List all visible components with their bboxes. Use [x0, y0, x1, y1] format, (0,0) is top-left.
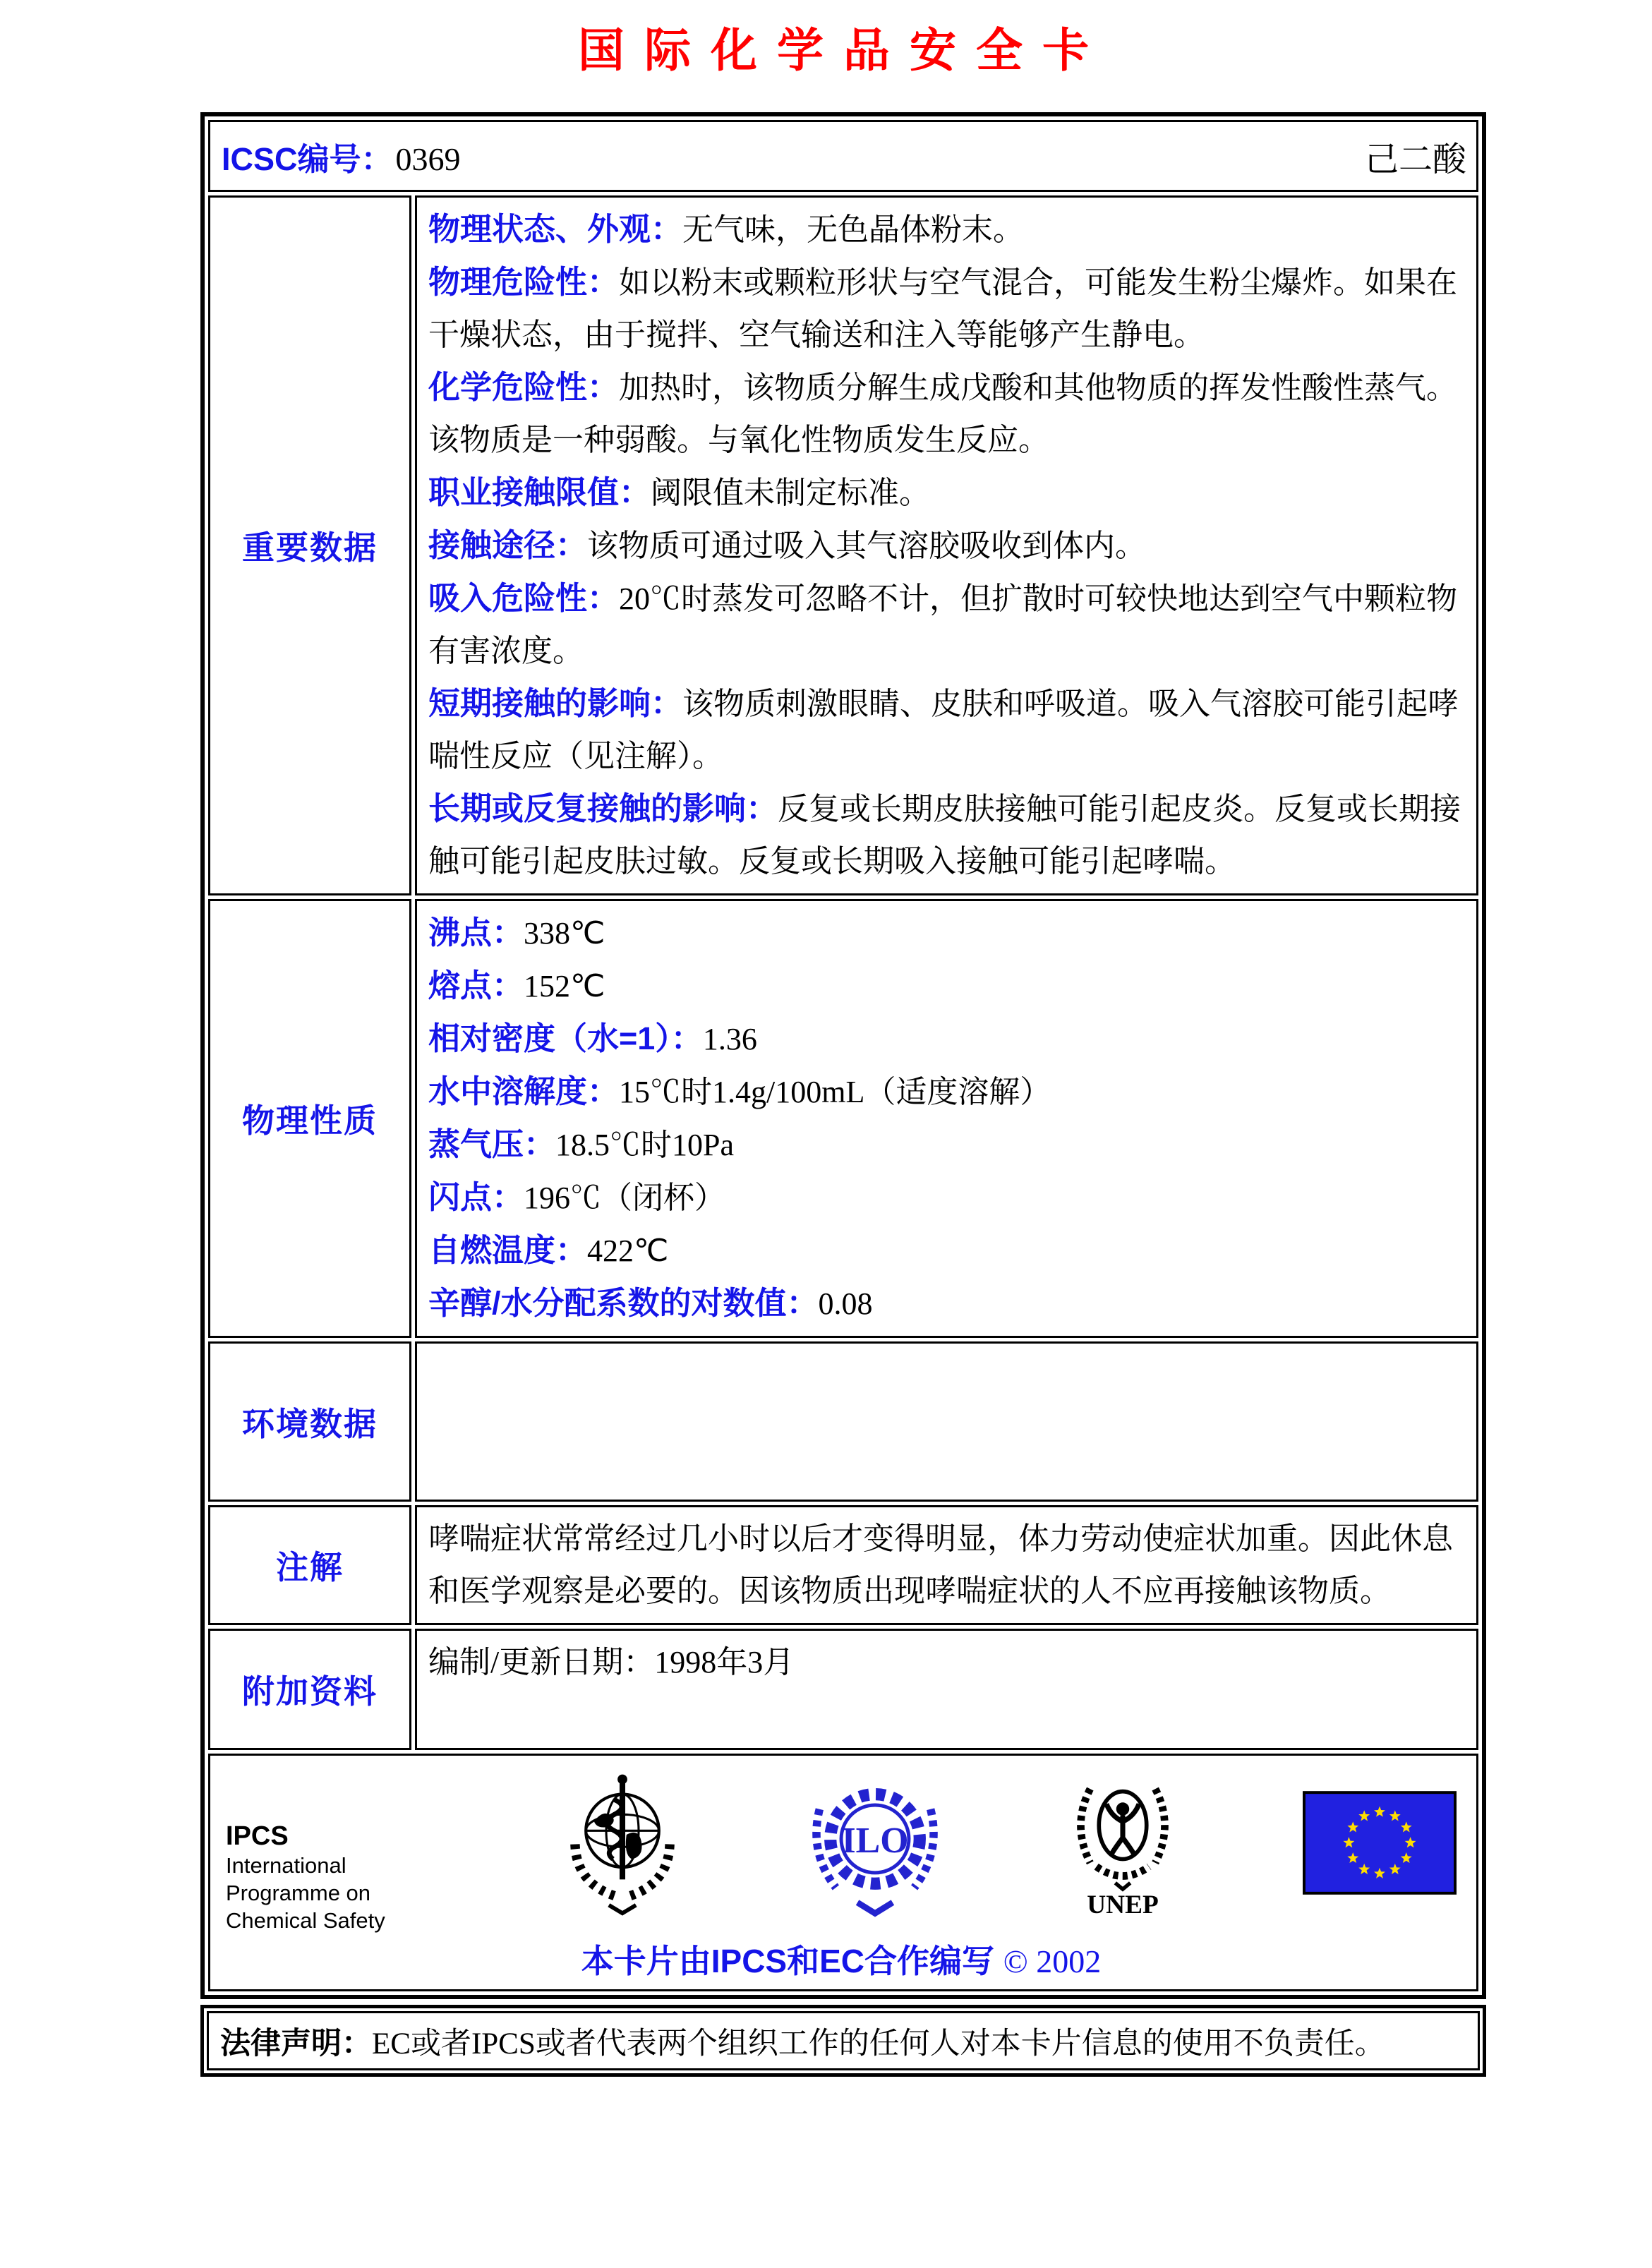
- field-inhalation-risk: 吸入危险性：20℃时蒸发可忽略不计，但扩散时可较快地达到空气中颗粒物有害浓度。: [428, 580, 1458, 669]
- who-logo-icon: [555, 1771, 690, 1917]
- additional-info-label: 附加资料: [208, 1629, 411, 1750]
- field-long-term-effects: 长期或反复接触的影响：反复或长期皮肤接触可能引起皮炎。反复或长期接触可能引起皮肤过敏。反复或长期吸入接触可能引起哮喘。: [428, 790, 1461, 879]
- field-short-term-effects: 短期接触的影响：该物质刺激眼睛、皮肤和呼吸道。吸入气溶胶可能引起哮喘性反应（见注解）。: [428, 685, 1459, 774]
- ipcs-text-block: IPCS International Programme on Chemical Safety: [226, 1821, 438, 1934]
- notes-content: 哮喘症状常常经过几小时以后才变得明显，体力劳动使症状加重。因此休息和医学观察是必要的。因该物质出现哮喘症状的人不应再接触该物质。: [415, 1505, 1478, 1625]
- unep-logo-icon: [1060, 1773, 1186, 1918]
- environmental-data-content: [415, 1341, 1478, 1502]
- footer-row: [208, 1754, 1478, 1991]
- ilo-logo-icon: [807, 1771, 943, 1920]
- copyright: © 2002: [1003, 1943, 1102, 1980]
- environmental-data-label: 环境数据: [208, 1341, 411, 1502]
- field-boiling-point: 沸点：338℃: [428, 915, 605, 951]
- additional-info-content: 编制/更新日期：1998年3月: [415, 1629, 1478, 1750]
- icsc-number-value: 0369: [395, 140, 461, 177]
- important-data-content: [415, 195, 1478, 895]
- field-physical-dangers: 物理危险性：如以粉末或颗粒形状与空气混合，可能发生粉尘爆炸。如果在干燥状态，由于搅拌、空气输送和注入等能够产生静电。: [428, 264, 1458, 353]
- header-row: [208, 120, 1478, 192]
- environmental-data-row: [208, 1341, 1478, 1502]
- legal-notice-table: [200, 2005, 1486, 2077]
- field-physical-state: 物理状态、外观：无气味，无色晶体粉末。: [428, 211, 1025, 248]
- legal-notice-label: 法律声明：: [220, 2026, 372, 2061]
- physical-properties-row: [208, 899, 1478, 1338]
- field-chemical-dangers: 化学危险性：加热时，该物质分解生成戊酸和其他物质的挥发性酸性蒸气。该物质是一种弱酸。与氧化性物质发生反应。: [428, 369, 1458, 458]
- page-title: 国际化学品安全卡: [578, 25, 1109, 77]
- notes-label: 注解: [208, 1505, 411, 1625]
- important-data-label: 重要数据: [208, 195, 411, 895]
- legal-notice-row: [207, 2011, 1480, 2070]
- field-relative-density: 相对密度（水=1）：1.36: [428, 1020, 757, 1057]
- cooperation-note: 本卡片由IPCS和EC合作编写 © 2002: [581, 1943, 1102, 1980]
- physical-properties-content: [415, 899, 1478, 1338]
- ilo-logo-text: ILO: [841, 1821, 909, 1862]
- unep-logo-text: UNEP: [1087, 1890, 1159, 1919]
- field-autoignition-temperature: 自燃温度：422℃: [428, 1232, 669, 1269]
- eu-flag-icon: [1303, 1791, 1457, 1895]
- icsc-number-group: [222, 133, 461, 179]
- field-vapor-pressure: 蒸气压：18.5℃时10Pa: [428, 1126, 735, 1163]
- notes-row: [208, 1505, 1478, 1625]
- important-data-row: [208, 195, 1478, 895]
- field-occupational-exposure-limits: 职业接触限值：阈限值未制定标准。: [428, 474, 931, 511]
- field-flash-point: 闪点：196℃（闭杯）: [428, 1179, 726, 1216]
- legal-notice-text: EC或者IPCS或者代表两个组织工作的任何人对本卡片信息的使用不负责任。: [372, 2027, 1385, 2061]
- icsc-card-table: [200, 112, 1486, 1999]
- icsc-number-label: ICSC编号：: [222, 140, 393, 177]
- field-melting-point: 熔点：152℃: [428, 967, 605, 1004]
- field-routes-of-exposure: 接触途径：该物质可通过吸入其气溶胶吸收到体内。: [428, 527, 1147, 564]
- field-water-solubility: 水中溶解度：15℃时1.4g/100mL（适度溶解）: [428, 1073, 1051, 1110]
- physical-properties-label: 物理性质: [208, 899, 411, 1338]
- chemical-name: 己二酸: [1364, 140, 1466, 179]
- ipcs-title: IPCS: [226, 1821, 289, 1852]
- field-octanol-water-coefficient: 辛醇/水分配系数的对数值：0.08: [428, 1285, 873, 1322]
- additional-info-row: [208, 1629, 1478, 1750]
